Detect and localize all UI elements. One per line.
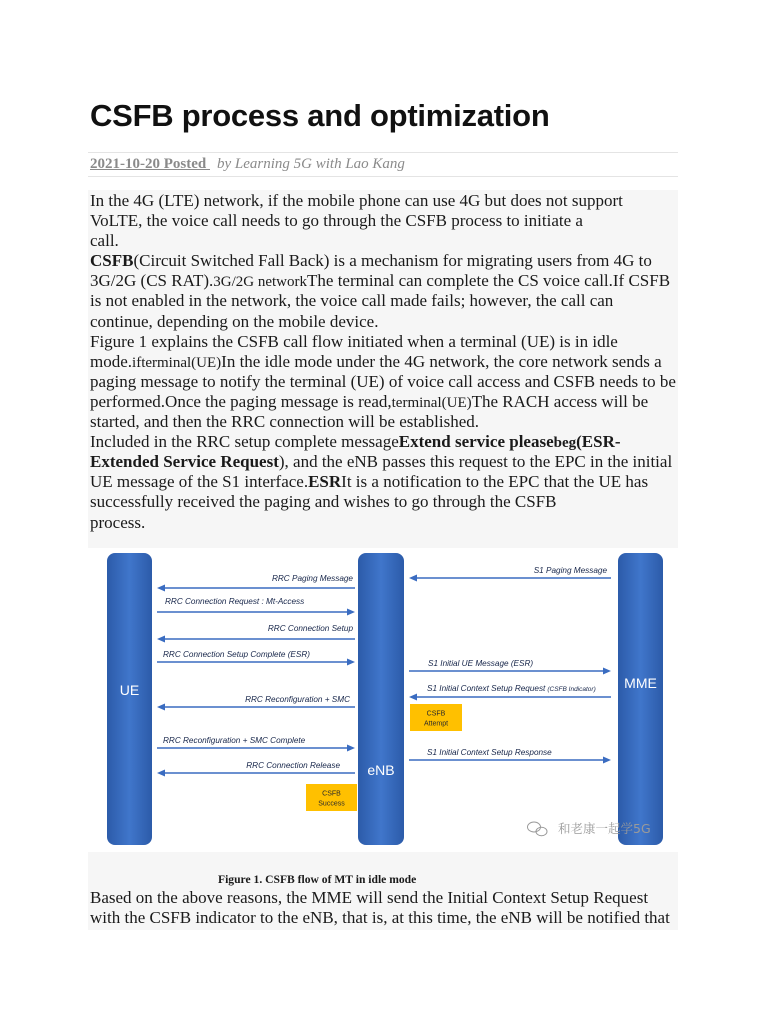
small-text-run: terminal(UE) xyxy=(391,394,472,411)
arrow-head-left xyxy=(157,585,165,592)
message-label: RRC Reconfiguration + SMC xyxy=(245,695,350,704)
bold-term: (ESR- xyxy=(576,432,621,452)
body-text-run: The terminal can complete the CS voice call.If CSFB xyxy=(307,271,671,291)
body-text-run: performed.Once the paging message is read, xyxy=(90,391,392,411)
body-line: started, and then the RRC connection will be established. xyxy=(90,412,480,432)
message-s1-paging xyxy=(409,566,611,582)
body-text-run: (Circuit Switched Fall Back) is a mechanism for migrating users from 4G to xyxy=(133,251,652,271)
message-label: RRC Paging Message xyxy=(271,574,353,583)
message-label: S1 Initial UE Message (ESR) xyxy=(428,659,534,668)
message-s1-initial-ue xyxy=(409,659,611,675)
body-text-run: ), and the eNB passes this request to the EPC in the initial xyxy=(278,452,673,472)
message-rrc-paging xyxy=(157,574,355,592)
body-text-run: It is a notification to the EPC that the UE has xyxy=(341,472,649,492)
enb-bar xyxy=(358,553,404,845)
body-line: process. xyxy=(90,512,146,532)
body-line: call. xyxy=(90,231,119,251)
body-line: VoLTE, the voice call needs to go through the CSFB process to initiate a xyxy=(90,211,583,231)
body-text-run: Included in the RRC setup complete message xyxy=(90,432,399,452)
figure-caption: Figure 1. CSFB flow of MT in idle mode xyxy=(218,873,417,886)
message-rrc-connection-setup xyxy=(157,624,355,643)
bold-small-run: beg xyxy=(553,435,577,452)
arrow-head-left xyxy=(409,694,417,701)
message-label: RRC Connection Setup Complete (ESR) xyxy=(163,650,310,659)
ue-label: UE xyxy=(119,682,140,698)
enb-lifeline xyxy=(358,553,404,845)
body-text-run: mode. xyxy=(90,351,133,371)
bold-term: Extend service please xyxy=(398,432,554,452)
message-label: RRC Reconfiguration + SMC Complete xyxy=(163,736,306,745)
message-label: S1 Initial Context Setup Response xyxy=(427,748,552,757)
mme-lifeline xyxy=(618,553,663,845)
message-label-main: S1 Initial Context Setup Request xyxy=(427,684,546,693)
body-text-run: The RACH access will be xyxy=(471,391,649,411)
arrow-head-left xyxy=(409,575,417,582)
body-line: continue, depending on the mobile device. xyxy=(90,311,379,331)
mme-label: MME xyxy=(624,675,657,691)
message-s1-context-setup-response xyxy=(409,748,611,764)
body-text-run: In the idle mode under the 4G network, the core network sends a xyxy=(221,351,662,371)
body-text-run: 3G/2G (CS RAT). xyxy=(90,271,214,291)
message-s1-context-setup-request xyxy=(409,684,611,701)
paragraph-esr xyxy=(90,432,678,532)
figure-caption-block xyxy=(88,852,678,930)
paragraph-continuation xyxy=(90,888,670,928)
post-byline: by Learning 5G with Lao Kang xyxy=(217,156,405,172)
enb-label: eNB xyxy=(367,762,395,778)
watermark-text: 和老康一起学5G xyxy=(558,821,651,836)
message-rrc-setup-complete xyxy=(157,650,355,666)
message-label: S1 Paging Message xyxy=(533,566,607,575)
arrow-head-left xyxy=(157,636,165,643)
message-rrc-reconfiguration-complete xyxy=(157,736,355,752)
badge-csfb-attempt xyxy=(410,704,462,731)
arrow-head-right xyxy=(347,609,355,616)
message-label xyxy=(427,684,596,693)
arrow-head-right xyxy=(603,757,611,764)
article-body xyxy=(88,190,678,548)
body-line xyxy=(90,392,678,412)
post-meta xyxy=(88,152,678,177)
post-date-link[interactable]: 2021-10-20 Posted xyxy=(90,156,210,172)
message-rrc-connection-release xyxy=(157,761,355,777)
bold-term: CSFB xyxy=(90,251,134,271)
ue-bar xyxy=(107,553,152,845)
bold-term: ESR xyxy=(308,472,342,492)
arrow-head-right xyxy=(603,668,611,675)
ue-lifeline xyxy=(107,553,152,845)
message-label: RRC Connection Request : Mt-Access xyxy=(165,597,305,606)
badge-csfb-success xyxy=(306,784,357,811)
arrow-head-right xyxy=(347,659,355,666)
small-text-run: ifterminal(UE) xyxy=(132,354,222,371)
body-line: with the CSFB indicator to the eNB, that is, at this time, the eNB will be notified that xyxy=(90,908,670,928)
body-line xyxy=(90,452,678,472)
body-lines xyxy=(88,190,678,533)
body-line xyxy=(90,271,678,291)
wechat-icon-bubble-large xyxy=(528,822,541,832)
message-rrc-connection-request xyxy=(157,597,355,616)
small-text-run: 3G/2G network xyxy=(213,274,308,291)
page-title: CSFB process and optimization xyxy=(90,98,550,133)
body-line xyxy=(90,432,678,452)
body-line xyxy=(90,251,678,271)
wechat-icon xyxy=(528,822,548,836)
paragraph-intro xyxy=(90,191,678,251)
arrow-head-left xyxy=(157,704,165,711)
body-line: In the 4G (LTE) network, if the mobile phone can use 4G but does not support xyxy=(90,191,623,210)
body-line xyxy=(90,352,678,372)
message-label-note: (CSFB Indicator) xyxy=(547,686,596,693)
paragraph-call-flow xyxy=(90,332,678,432)
csfb-flow-diagram xyxy=(107,553,664,846)
body-line: Figure 1 explains the CSFB call flow initiated when a terminal (UE) is in idle xyxy=(90,331,618,351)
message-rrc-reconfiguration xyxy=(157,695,355,711)
message-label: RRC Connection Release xyxy=(246,761,340,770)
body-line: Based on the above reasons, the MME will send the Initial Context Setup Request xyxy=(90,888,649,907)
body-line: is not enabled in the network, the voice call made fails; however, the call can xyxy=(90,291,614,311)
bold-term: Extended Service Request xyxy=(90,452,279,472)
body-line: successfully received the paging and wishes to go through the CSFB xyxy=(90,492,557,512)
mme-bar xyxy=(618,553,663,845)
watermark xyxy=(528,821,651,836)
body-line: paging message to notify the terminal (UE) of voice call access and CSFB needs to be xyxy=(90,371,676,391)
badge-line: Success xyxy=(318,800,345,808)
badge-line: CSFB xyxy=(322,790,341,798)
arrow-head-left xyxy=(157,770,165,777)
body-text-run: UE message of the S1 interface. xyxy=(90,472,309,492)
paragraph-csfb-definition xyxy=(90,251,678,331)
badge-line: Attempt xyxy=(423,720,449,728)
message-label: RRC Connection Setup xyxy=(267,624,353,633)
figure-csfb-flow xyxy=(107,553,664,846)
arrow-head-right xyxy=(347,745,355,752)
badge-line: CSFB xyxy=(426,710,446,718)
body-line xyxy=(90,472,678,492)
